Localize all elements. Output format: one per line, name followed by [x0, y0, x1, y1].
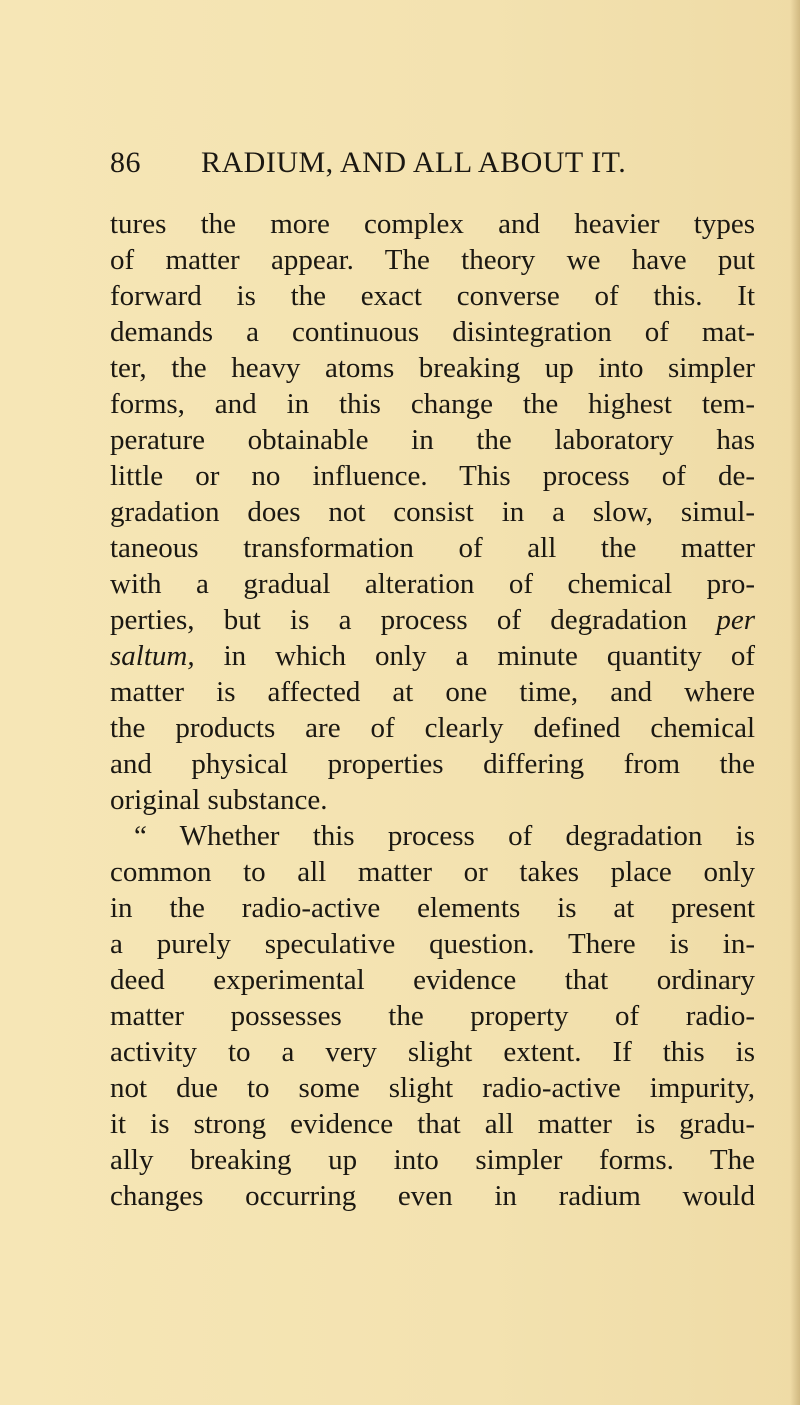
- text-line: original substance.: [110, 784, 328, 816]
- text-line: with a gradual alteration of chemical pro-: [110, 568, 755, 600]
- text-segment: in which only a minute quantity of: [223, 640, 756, 672]
- text-line: ally breaking up into simpler forms. The: [110, 1144, 755, 1176]
- text-line: in the radio-active elements is at present: [110, 892, 755, 924]
- text-line: deed experimental evidence that ordinary: [110, 964, 755, 996]
- text-line: taneous transformation of all the matter: [110, 532, 755, 564]
- text-line: gradation does not consist in a slow, simul-: [110, 496, 755, 528]
- text-line: it is strong evidence that all matter is gradu-: [110, 1108, 755, 1140]
- text-segment: perties, but is a process of degradation: [110, 604, 688, 636]
- text-line-with-italic: [110, 638, 755, 674]
- page-number: 86: [110, 146, 141, 179]
- text-line: “ Whether this process of degradation is: [134, 820, 755, 852]
- text-line: and physical properties differing from the: [110, 748, 755, 780]
- running-head: [110, 146, 750, 186]
- text-line: forms, and in this change the highest tem-: [110, 388, 755, 420]
- body-text: [110, 206, 755, 1214]
- text-line: ter, the heavy atoms breaking up into simpler: [110, 352, 755, 384]
- text-line: activity to a very slight extent. If this is: [110, 1036, 755, 1068]
- text-line: the products are of clearly defined chemical: [110, 712, 755, 744]
- text-line: not due to some slight radio-active impurity,: [110, 1072, 755, 1104]
- text-line: common to all matter or takes place only: [110, 856, 755, 888]
- text-line-with-italic: [110, 602, 755, 638]
- page-edge-shadow: [790, 0, 800, 1405]
- text-line: demands a continuous disintegration of mat-: [110, 316, 755, 348]
- text-line: matter is affected at one time, and where: [110, 676, 755, 708]
- text-line: perature obtainable in the laboratory has: [110, 424, 755, 456]
- text-line: tures the more complex and heavier types: [110, 208, 755, 240]
- italic-saltum: saltum,: [110, 640, 195, 672]
- text-line: forward is the exact converse of this. It: [110, 280, 755, 312]
- text-line: matter possesses the property of radio-: [110, 1000, 755, 1032]
- text-line: changes occurring even in radium would: [110, 1180, 755, 1212]
- running-head-title: RADIUM, AND ALL ABOUT IT.: [201, 146, 627, 179]
- text-line: of matter appear. The theory we have put: [110, 244, 755, 276]
- text-line: a purely speculative question. There is in-: [110, 928, 755, 960]
- italic-per: per: [716, 604, 755, 636]
- text-line: little or no influence. This process of de-: [110, 460, 755, 492]
